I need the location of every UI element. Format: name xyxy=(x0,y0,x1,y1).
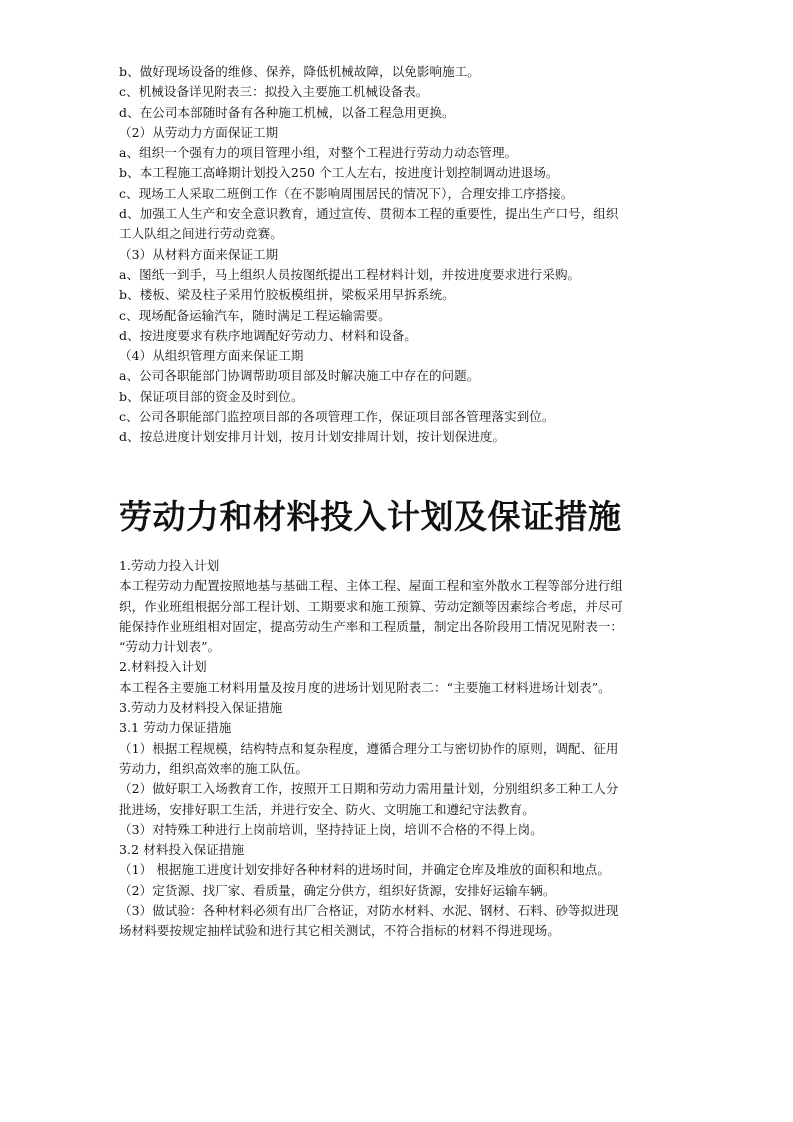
text-line: b、楼板、梁及柱子采用竹胶板模组拼，梁板采用早拆系统。 xyxy=(119,287,455,303)
text-line: b、本工程施工高峰期计划投入250 个工人左右，按进度计划控制调动进退场。 xyxy=(119,165,559,181)
subsection-title: （2）从劳动力方面保证工期 xyxy=(119,124,279,140)
subsection-title: （4）从组织管理方面来保证工期 xyxy=(119,348,304,364)
text-line: 批进场，安排好职工生活，并进行安全、防火、文明施工和遵纪守法教育。 xyxy=(119,801,535,817)
text-line: c、现场工人采取二班倒工作（在不影响周围居民的情况下），合理安排工序搭接。 xyxy=(119,185,574,201)
text-line: c、机械设备详见附表三：拟投入主要施工机械设备表。 xyxy=(119,84,429,100)
numbered-heading: 3.劳动力及材料投入保证措施 xyxy=(119,700,283,716)
labor-material-plan-section xyxy=(119,556,679,942)
text-line: （3）对特殊工种进行上岗前培训，坚持持证上岗，培训不合格的不得上岗。 xyxy=(119,821,543,837)
numbered-heading: 1.劳动力投入计划 xyxy=(119,558,220,573)
schedule-guarantee-section xyxy=(119,62,679,448)
text-line: 本工程劳动力配置按照地基与基础工程、主体工程、屋面工程和室外散水工程等部分进行组 xyxy=(119,578,624,594)
text-line: （1） 根据施工进度计划安排好各种材料的进场时间，并确定仓库及堆放的面积和地点。 xyxy=(119,862,610,878)
text-line: （1）根据工程规模，结构特点和复杂程度，遵循合理分工与密切协作的原则，调配、征用 xyxy=(119,740,619,756)
section-heading: 劳动力和材料投入计划及保证措施 xyxy=(119,497,622,536)
text-line: 工人队组之间进行劳动竞赛。 xyxy=(119,226,283,242)
text-line: b、做好现场设备的维修、保养，降低机械故障，以免影响施工。 xyxy=(119,64,480,79)
text-line: d、按总进度计划安排月计划，按月计划安排周计划，按计划保进度。 xyxy=(119,429,506,445)
text-line: c、现场配备运输汽车，随时满足工程运输需要。 xyxy=(119,307,391,323)
text-line: a、公司各职能部门协调帮助项目部及时解决施工中存在的问题。 xyxy=(119,368,480,384)
text-line: d、按进度要求有秩序地调配好劳动力、材料和设备。 xyxy=(119,327,417,343)
text-line: （2）做好职工入场教育工作，按照开工日期和劳动力需用量计划，分别组织多工种工人分 xyxy=(119,781,619,797)
text-line: 能保持作业班组相对固定，提高劳动生产率和工程质量，制定出各阶段用工情况见附表一： xyxy=(119,618,624,634)
text-line: （3）做试验：各种材料必须有出厂合格证，对防水材料、水泥、钢材、石料、砂等拟进现 xyxy=(119,903,619,919)
text-line: 劳动力，组织高效率的施工队伍。 xyxy=(119,760,309,776)
text-line: a、图纸一到手，马上组织人员按图纸提出工程材料计划，并按进度要求进行采购。 xyxy=(119,266,581,282)
text-line: （2）定货源、找厂家、看质量，确定分供方，组织好货源，安排好运输车辆。 xyxy=(119,882,556,898)
text-line: 织，作业班组根据分部工程计划、工期要求和施工预算、劳动定额等因素综合考虑，并尽可 xyxy=(119,598,624,614)
numbered-heading: 3.2 材料投入保证措施 xyxy=(119,842,245,858)
numbered-heading: 2.材料投入计划 xyxy=(119,659,207,675)
text-line: d、在公司本部随时备有各种施工机械，以备工程急用更换。 xyxy=(119,104,455,120)
text-line: c、公司各职能部门监控项目部的各项管理工作，保证项目部各管理落实到位。 xyxy=(119,409,555,425)
text-line: b、保证项目部的资金及时到位。 xyxy=(119,388,304,404)
text-line: a、组织一个强有力的项目管理小组，对整个工程进行劳动力动态管理。 xyxy=(119,145,518,161)
subsection-title: （3）从材料方面来保证工期 xyxy=(119,246,279,262)
numbered-heading: 3.1 劳动力保证措施 xyxy=(119,720,232,736)
text-line: “劳动力计划表”。 xyxy=(119,639,221,655)
text-line: d、加强工人生产和安全意识教育，通过宣传、贯彻本工程的重要性，提出生产口号，组织 xyxy=(119,206,619,222)
text-line: 本工程各主要施工材料用量及按月度的进场计划见附表二：“主要施工材料进场计划表”。 xyxy=(119,679,611,695)
text-line: 场材料要按规定抽样试验和进行其它相关测试，不符合指标的材料不得进现场。 xyxy=(119,923,561,939)
